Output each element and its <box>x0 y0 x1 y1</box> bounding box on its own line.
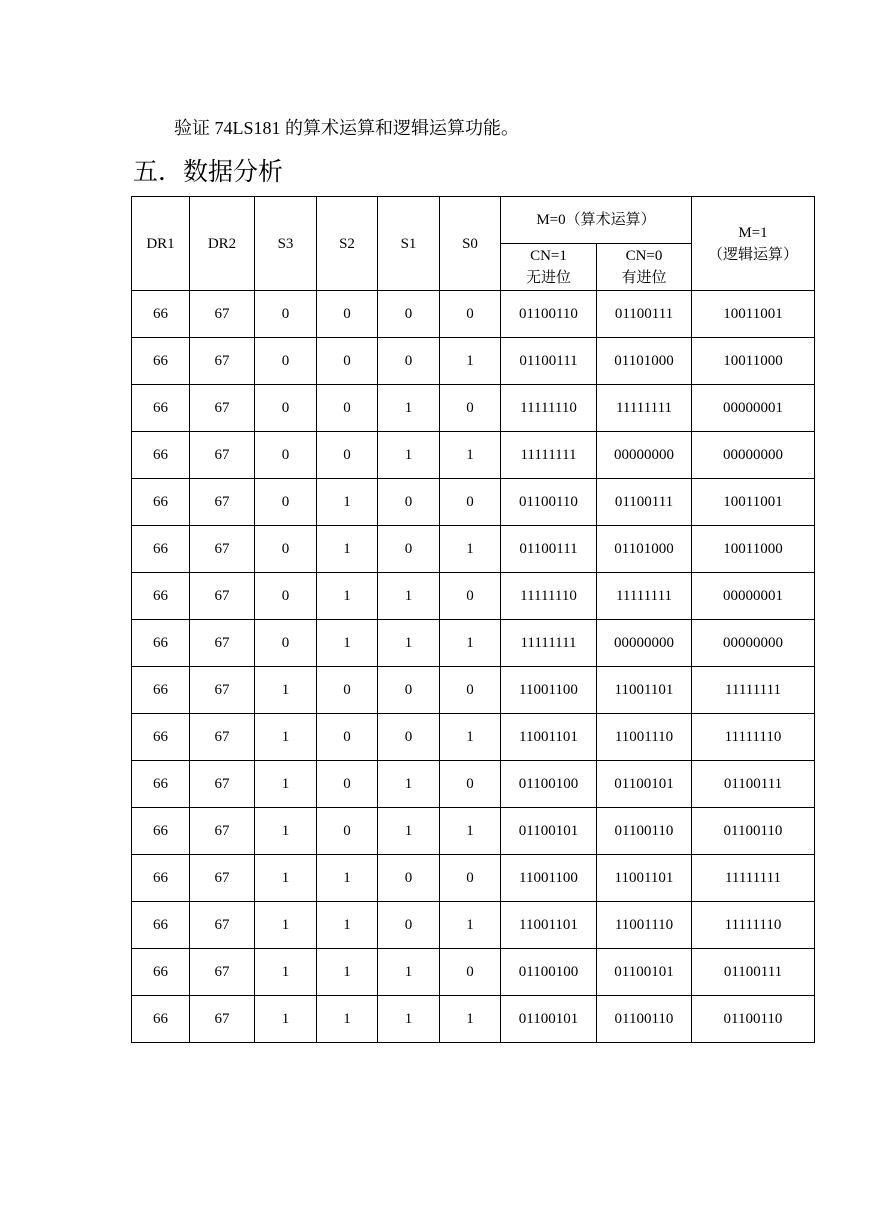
table-row <box>132 996 815 1043</box>
cn0-result-cell: 11111111 <box>597 573 692 620</box>
s2-cell: 1 <box>317 526 378 573</box>
dr2-cell: 67 <box>190 479 255 526</box>
alu-results-table <box>131 196 815 1043</box>
table-row <box>132 432 815 479</box>
cn1-result-cell: 01100111 <box>501 338 597 385</box>
dr1-cell: 66 <box>132 385 190 432</box>
s1-cell: 1 <box>378 761 440 808</box>
cn0-result-cell: 11001110 <box>597 714 692 761</box>
dr1-cell: 66 <box>132 902 190 949</box>
table-row <box>132 479 815 526</box>
s0-cell: 0 <box>440 385 501 432</box>
m1-result-cell: 01100110 <box>692 996 815 1043</box>
cn1-result-cell: 11111110 <box>501 385 597 432</box>
cn1-label: CN=1 <box>530 248 567 264</box>
s0-cell: 1 <box>440 808 501 855</box>
s2-cell: 0 <box>317 667 378 714</box>
dr2-cell: 67 <box>190 620 255 667</box>
table-row <box>132 385 815 432</box>
col-header-cn0 <box>597 244 692 291</box>
dr1-cell: 66 <box>132 620 190 667</box>
s2-cell: 1 <box>317 902 378 949</box>
s1-cell: 1 <box>378 949 440 996</box>
s0-cell: 0 <box>440 667 501 714</box>
cn1-result-cell: 11001101 <box>501 714 597 761</box>
dr1-cell: 66 <box>132 526 190 573</box>
dr1-cell: 66 <box>132 808 190 855</box>
s3-cell: 0 <box>255 291 317 338</box>
cn1-result-cell: 11001100 <box>501 667 597 714</box>
s1-cell: 0 <box>378 479 440 526</box>
s0-cell: 1 <box>440 714 501 761</box>
dr1-cell: 66 <box>132 996 190 1043</box>
s3-cell: 1 <box>255 855 317 902</box>
cn0-result-cell: 11001110 <box>597 902 692 949</box>
s2-cell: 0 <box>317 808 378 855</box>
col-header-dr1: DR1 <box>132 197 190 291</box>
s3-cell: 0 <box>255 338 317 385</box>
m1-result-cell: 00000000 <box>692 432 815 479</box>
s0-cell: 0 <box>440 855 501 902</box>
m1-result-cell: 11111110 <box>692 902 815 949</box>
s2-cell: 1 <box>317 479 378 526</box>
s1-cell: 0 <box>378 667 440 714</box>
dr1-cell: 66 <box>132 714 190 761</box>
s0-cell: 1 <box>440 526 501 573</box>
cn1-result-cell: 01100110 <box>501 479 597 526</box>
dr1-cell: 66 <box>132 855 190 902</box>
table-row <box>132 902 815 949</box>
s0-cell: 0 <box>440 479 501 526</box>
s2-cell: 1 <box>317 855 378 902</box>
s1-cell: 0 <box>378 526 440 573</box>
s3-cell: 1 <box>255 808 317 855</box>
m1-label: M=1 <box>738 224 768 241</box>
dr2-cell: 67 <box>190 385 255 432</box>
table-row <box>132 526 815 573</box>
table-row <box>132 667 815 714</box>
cn0-carry-label: 有进位 <box>621 270 667 286</box>
col-header-s0: S0 <box>440 197 501 291</box>
cn0-result-cell: 01101000 <box>597 338 692 385</box>
col-header-s1: S1 <box>378 197 440 291</box>
col-header-dr2: DR2 <box>190 197 255 291</box>
m1-result-cell: 01100110 <box>692 808 815 855</box>
dr2-cell: 67 <box>190 949 255 996</box>
intro-text: 验证 74LS181 的算术运算和逻辑运算功能。 <box>174 118 520 138</box>
m1-mode-label: （逻辑运算） <box>707 246 798 263</box>
dr1-cell: 66 <box>132 949 190 996</box>
m1-result-cell: 00000001 <box>692 385 815 432</box>
cn1-result-cell: 01100101 <box>501 996 597 1043</box>
dr2-cell: 67 <box>190 526 255 573</box>
table-row <box>132 855 815 902</box>
dr1-cell: 66 <box>132 573 190 620</box>
cn0-result-cell: 11111111 <box>597 385 692 432</box>
m1-result-cell: 11111111 <box>692 667 815 714</box>
table-header <box>132 197 815 291</box>
s3-cell: 1 <box>255 996 317 1043</box>
cn0-result-cell: 01100101 <box>597 761 692 808</box>
s2-cell: 0 <box>317 291 378 338</box>
cn1-result-cell: 01100100 <box>501 949 597 996</box>
s3-cell: 0 <box>255 432 317 479</box>
cn0-result-cell: 01100110 <box>597 808 692 855</box>
s1-cell: 1 <box>378 432 440 479</box>
cn0-result-cell: 01100111 <box>597 291 692 338</box>
s2-cell: 0 <box>317 338 378 385</box>
s0-cell: 0 <box>440 291 501 338</box>
s2-cell: 1 <box>317 620 378 667</box>
dr2-cell: 67 <box>190 996 255 1043</box>
s1-cell: 1 <box>378 620 440 667</box>
dr1-cell: 66 <box>132 479 190 526</box>
s0-cell: 0 <box>440 949 501 996</box>
table-row <box>132 573 815 620</box>
s2-cell: 1 <box>317 573 378 620</box>
cn0-result-cell: 00000000 <box>597 620 692 667</box>
s2-cell: 0 <box>317 432 378 479</box>
s2-cell: 0 <box>317 761 378 808</box>
s3-cell: 0 <box>255 573 317 620</box>
m1-result-cell: 01100111 <box>692 761 815 808</box>
dr1-cell: 66 <box>132 761 190 808</box>
dr1-cell: 66 <box>132 291 190 338</box>
s0-cell: 0 <box>440 573 501 620</box>
s3-cell: 1 <box>255 949 317 996</box>
m1-result-cell: 10011001 <box>692 479 815 526</box>
s3-cell: 1 <box>255 902 317 949</box>
s1-cell: 0 <box>378 714 440 761</box>
m1-result-cell: 01100111 <box>692 949 815 996</box>
dr2-cell: 67 <box>190 714 255 761</box>
table-row <box>132 714 815 761</box>
table-row <box>132 620 815 667</box>
cn0-label: CN=0 <box>625 248 663 264</box>
m1-result-cell: 11111110 <box>692 714 815 761</box>
s3-cell: 1 <box>255 714 317 761</box>
s1-cell: 0 <box>378 855 440 902</box>
dr2-cell: 67 <box>190 432 255 479</box>
m1-result-cell: 10011001 <box>692 291 815 338</box>
s2-cell: 0 <box>317 714 378 761</box>
table-row <box>132 291 815 338</box>
s2-cell: 1 <box>317 996 378 1043</box>
table-row <box>132 949 815 996</box>
table-row <box>132 808 815 855</box>
dr2-cell: 67 <box>190 902 255 949</box>
dr1-cell: 66 <box>132 432 190 479</box>
section-heading: 五．数据分析 <box>133 159 284 186</box>
col-header-m1 <box>692 197 815 291</box>
dr2-cell: 67 <box>190 291 255 338</box>
s2-cell: 0 <box>317 385 378 432</box>
s1-cell: 0 <box>378 338 440 385</box>
cn1-result-cell: 11111111 <box>501 432 597 479</box>
cn1-result-cell: 11111111 <box>501 620 597 667</box>
m1-result-cell: 10011000 <box>692 526 815 573</box>
s0-cell: 1 <box>440 338 501 385</box>
s3-cell: 1 <box>255 761 317 808</box>
m1-result-cell: 11111111 <box>692 855 815 902</box>
cn1-result-cell: 01100110 <box>501 291 597 338</box>
dr2-cell: 67 <box>190 573 255 620</box>
cn1-result-cell: 01100111 <box>501 526 597 573</box>
cn0-result-cell: 11001101 <box>597 667 692 714</box>
dr1-cell: 66 <box>132 338 190 385</box>
dr2-cell: 67 <box>190 808 255 855</box>
s0-cell: 1 <box>440 996 501 1043</box>
dr2-cell: 67 <box>190 761 255 808</box>
s0-cell: 1 <box>440 620 501 667</box>
s2-cell: 1 <box>317 949 378 996</box>
cn0-result-cell: 01100101 <box>597 949 692 996</box>
dr1-cell: 66 <box>132 667 190 714</box>
table-body <box>132 291 815 1043</box>
dr2-cell: 67 <box>190 667 255 714</box>
cn0-result-cell: 01100110 <box>597 996 692 1043</box>
s0-cell: 1 <box>440 432 501 479</box>
cn1-result-cell: 01100101 <box>501 808 597 855</box>
s3-cell: 0 <box>255 479 317 526</box>
cn1-carry-label: 无进位 <box>525 270 571 286</box>
col-header-m0-group: M=0（算术运算） <box>501 197 692 244</box>
cn0-result-cell: 11001101 <box>597 855 692 902</box>
s3-cell: 1 <box>255 667 317 714</box>
s1-cell: 0 <box>378 291 440 338</box>
cn1-result-cell: 11111110 <box>501 573 597 620</box>
col-header-cn1 <box>501 244 597 291</box>
cn1-result-cell: 11001100 <box>501 855 597 902</box>
table-row <box>132 761 815 808</box>
s1-cell: 1 <box>378 808 440 855</box>
cn1-result-cell: 11001101 <box>501 902 597 949</box>
s3-cell: 0 <box>255 620 317 667</box>
s1-cell: 1 <box>378 385 440 432</box>
s0-cell: 0 <box>440 761 501 808</box>
m1-result-cell: 00000001 <box>692 573 815 620</box>
s1-cell: 1 <box>378 573 440 620</box>
m1-result-cell: 00000000 <box>692 620 815 667</box>
cn1-result-cell: 01100100 <box>501 761 597 808</box>
dr2-cell: 67 <box>190 855 255 902</box>
s1-cell: 0 <box>378 902 440 949</box>
cn0-result-cell: 01100111 <box>597 479 692 526</box>
s3-cell: 0 <box>255 526 317 573</box>
s1-cell: 1 <box>378 996 440 1043</box>
dr2-cell: 67 <box>190 338 255 385</box>
cn0-result-cell: 00000000 <box>597 432 692 479</box>
cn0-result-cell: 01101000 <box>597 526 692 573</box>
s3-cell: 0 <box>255 385 317 432</box>
m1-result-cell: 10011000 <box>692 338 815 385</box>
s0-cell: 1 <box>440 902 501 949</box>
col-header-s3: S3 <box>255 197 317 291</box>
col-header-s2: S2 <box>317 197 378 291</box>
table-row <box>132 338 815 385</box>
